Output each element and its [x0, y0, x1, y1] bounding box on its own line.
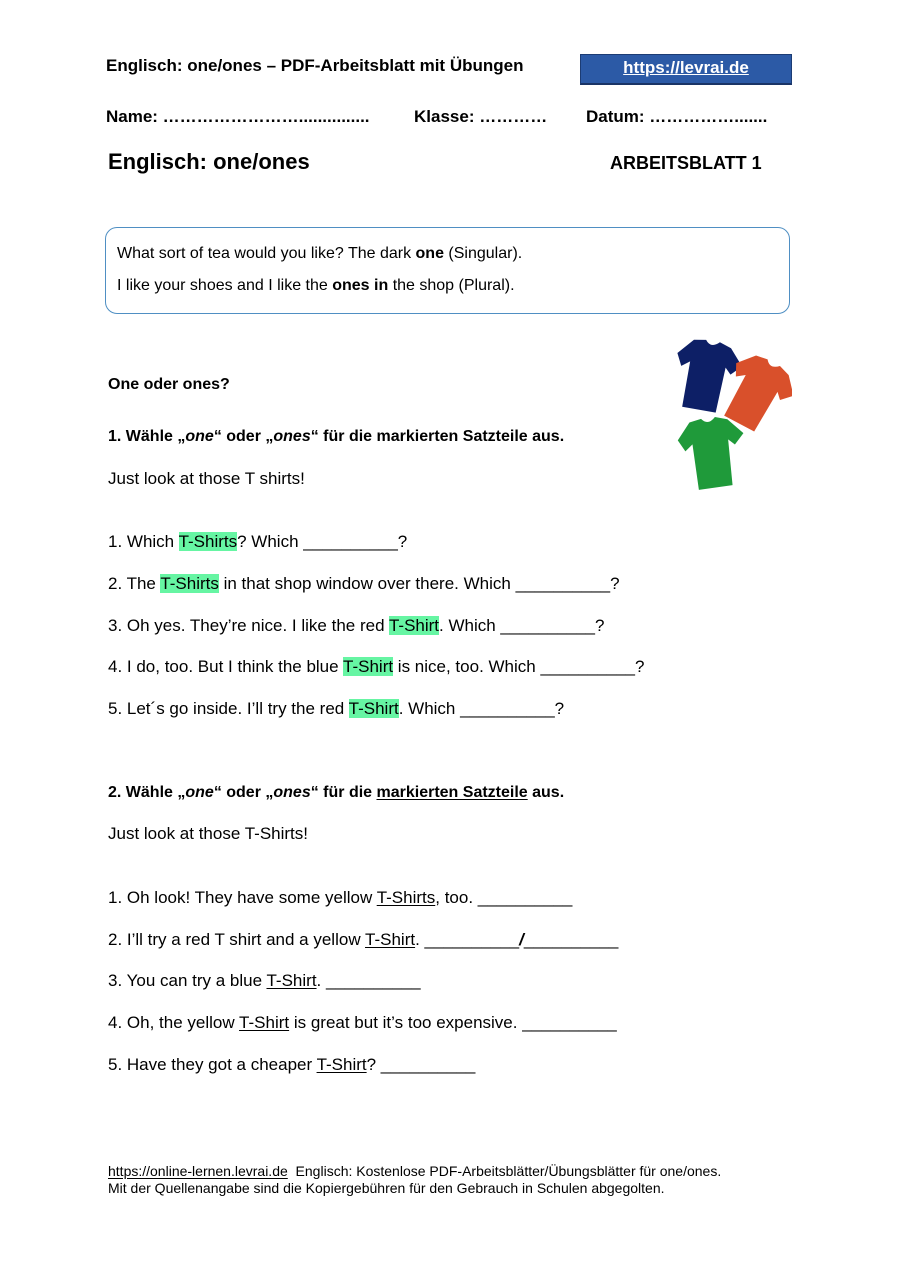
exercise1-heading: 1. Wähle „one“ oder „ones“ für die markierten Satzteile aus. — [108, 428, 565, 445]
site-link-box[interactable] — [580, 54, 792, 85]
exercise2-intro: Just look at those T-Shirts! — [108, 824, 308, 843]
worksheet-header-title: Englisch: one/ones – PDF-Arbeitsblatt mit Übungen — [106, 56, 524, 75]
date-field: Datum: ……………....... — [586, 107, 768, 126]
class-field: Klasse: ………… — [414, 107, 548, 126]
sheet-label: ARBEITSBLATT 1 — [610, 153, 762, 173]
exercise2-item: 2. I’ll try a red T shirt and a yellow T-Shirt. __________/__________ — [108, 930, 619, 949]
exercise1-item: 5. Let´s go inside. I’ll try the red T-Shirt. Which __________? — [108, 699, 565, 718]
footer-link[interactable]: https://online-lernen.levrai.de — [108, 1163, 288, 1179]
exercise1-item: 1. Which T-Shirts? Which __________? — [108, 532, 408, 551]
section-heading: One oder ones? — [108, 376, 230, 393]
exercise1-item: 2. The T-Shirts in that shop window over there. Which __________? — [108, 574, 620, 593]
exercise1-intro: Just look at those T shirts! — [108, 469, 305, 488]
footer-line-1: https://online-lernen.levrai.de Englisch: Kostenlose PDF-Arbeitsblätter/Übungsblätter für one/ones. — [108, 1163, 722, 1179]
footer — [108, 1163, 721, 1197]
rule-line-singular: What sort of tea would you like? The dark one (Singular). — [117, 245, 523, 262]
exercise2-item: 4. Oh, the yellow T-Shirt is great but it’s too expensive. __________ — [108, 1013, 617, 1032]
exercise2-item: 3. You can try a blue T-Shirt. __________ — [108, 971, 421, 990]
site-link[interactable]: https://levrai.de — [623, 58, 749, 77]
footer-line-2: Mit der Quellenangabe sind die Kopiergebühren für den Gebrauch in Schulen abgegolten. — [108, 1180, 665, 1196]
exercise2-heading: 2. Wähle „one“ oder „ones“ für die markierten Satzteile aus. — [108, 784, 565, 801]
exercise2-item: 1. Oh look! They have some yellow T-Shirts, too. __________ — [108, 888, 573, 907]
exercise2-item: 5. Have they got a cheaper T-Shirt? __________ — [108, 1055, 476, 1074]
page-title: Englisch: one/ones — [108, 149, 310, 174]
exercise1-item: 4. I do, too. But I think the blue T-Shirt is nice, too. Which __________? — [108, 657, 645, 676]
t-shirts-illustration — [666, 336, 792, 492]
exercise1-item: 3. Oh yes. They’re nice. I like the red T-Shirt. Which __________? — [108, 616, 605, 635]
name-field: Name: ……………………............... — [106, 107, 370, 126]
rule-line-plural: I like your shoes and I like the ones in the shop (Plural). — [117, 277, 515, 294]
green-t-shirt-icon — [675, 413, 750, 492]
grammar-rule-box — [105, 227, 790, 314]
